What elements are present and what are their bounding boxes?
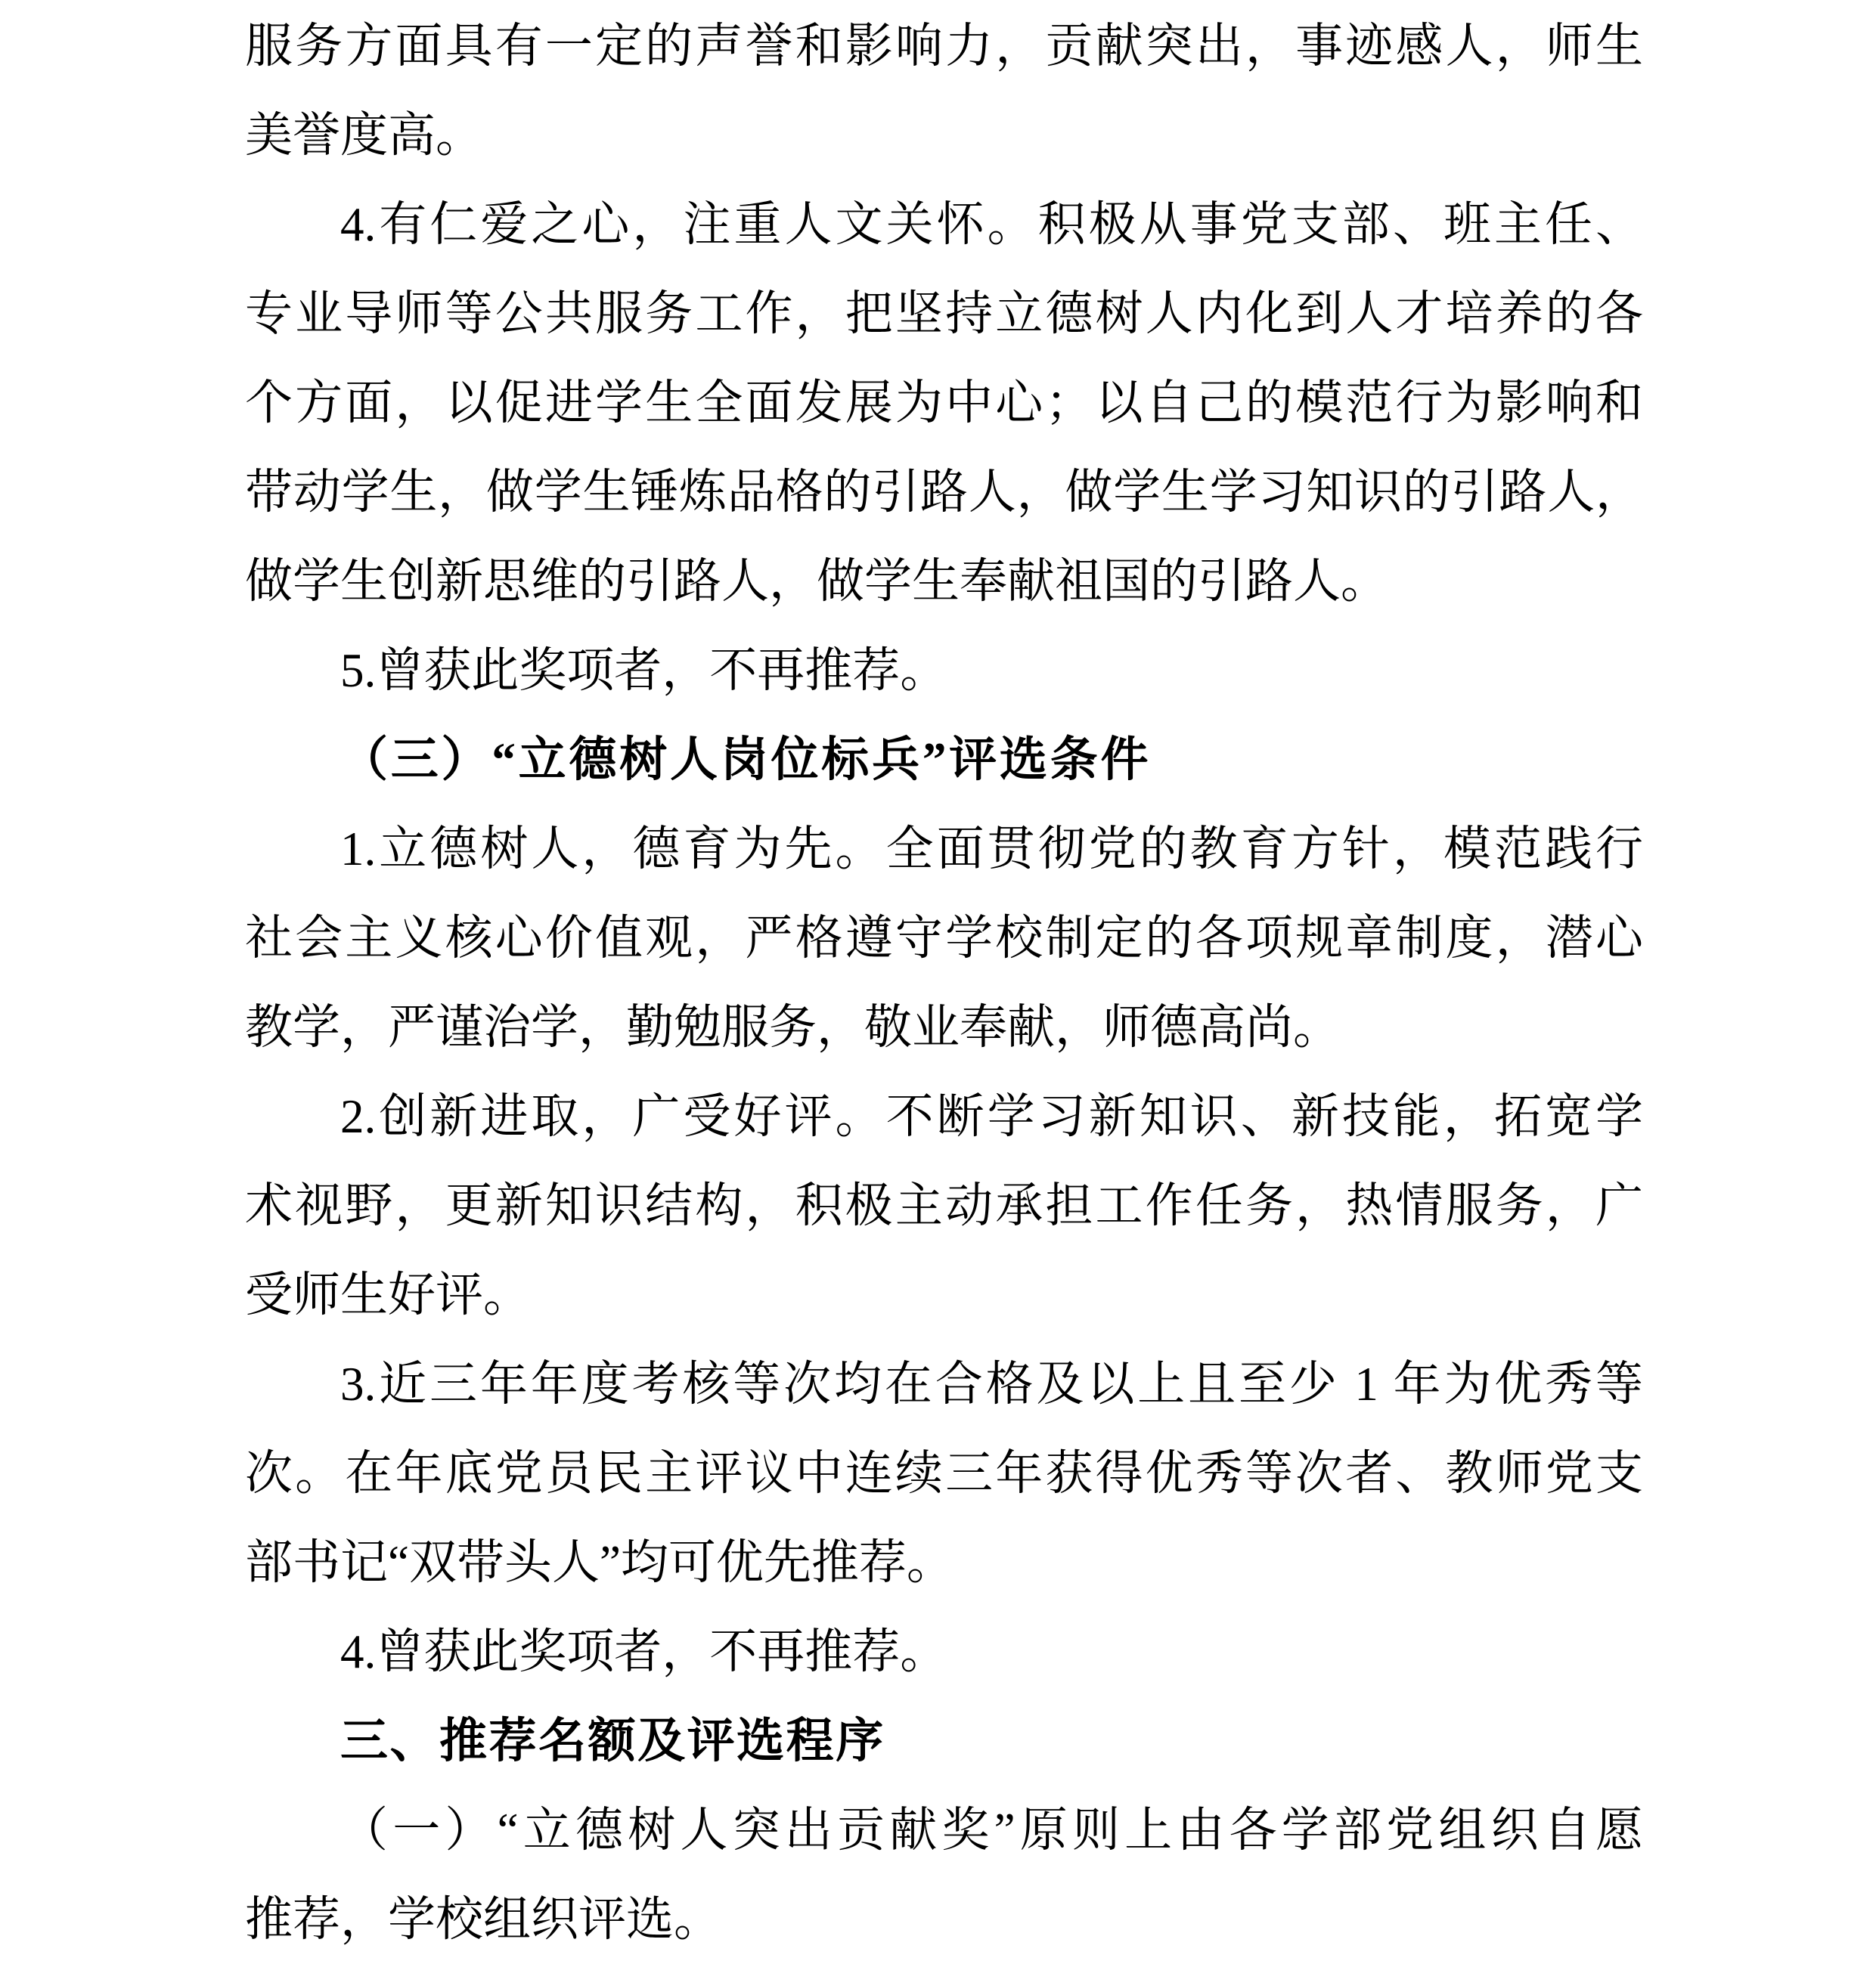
text-line-21: （一）“立德树人突出贡献奖”原则上由各学部党组织自愿 bbox=[340, 1804, 1643, 1857]
text-line-15: 受师生好评。 bbox=[245, 1269, 531, 1321]
text-line-6: 带动学生，做学生锤炼品格的引路人，做学生学习知识的引路人， bbox=[245, 466, 1643, 519]
text-line-14: 术视野，更新知识结构，积极主动承担工作任务，热情服务，广 bbox=[245, 1179, 1643, 1232]
text-line-4: 专业导师等公共服务工作，把坚持立德树人内化到人才培养的各 bbox=[245, 287, 1643, 340]
text-line-13: 2.创新进取，广受好评。不断学习新知识、新技能，拓宽学 bbox=[340, 1090, 1643, 1143]
text-line-12: 教学，严谨治学，勤勉服务，敬业奉献，师德高尚。 bbox=[245, 1001, 1341, 1054]
text-line-8: 5.曾获此奖项者，不再推荐。 bbox=[340, 644, 948, 697]
text-line-3: 4.有仁爱之心，注重人文关怀。积极从事党支部、班主任、 bbox=[340, 198, 1643, 251]
chapter-heading-3: 三、推荐名额及评选程序 bbox=[340, 1715, 885, 1767]
text-line-2: 美誉度高。 bbox=[245, 109, 483, 162]
text-line-16: 3.近三年年度考核等次均在合格及以上且至少 1 年为优秀等 bbox=[340, 1358, 1643, 1411]
text-line-18: 部书记“双带头人”均可优先推荐。 bbox=[245, 1536, 954, 1589]
text-line-7: 做学生创新思维的引路人，做学生奉献祖国的引路人。 bbox=[245, 555, 1388, 608]
text-line-17: 次。在年底党员民主评议中连续三年获得优秀等次者、教师党支 bbox=[245, 1447, 1643, 1500]
text-line-11: 社会主义核心价值观，严格遵守学校制定的各项规章制度，潜心 bbox=[245, 912, 1643, 965]
text-line-22: 推荐，学校组织评选。 bbox=[245, 1893, 721, 1946]
text-line-1: 服务方面具有一定的声誉和影响力，贡献突出，事迹感人，师生 bbox=[245, 20, 1643, 73]
text-line-5: 个方面，以促进学生全面发展为中心；以自己的模范行为影响和 bbox=[245, 376, 1643, 429]
text-line-10: 1.立德树人，德育为先。全面贯彻党的教育方针，模范践行 bbox=[340, 822, 1643, 875]
text-line-19: 4.曾获此奖项者，不再推荐。 bbox=[340, 1625, 948, 1678]
section-heading-3: （三）“立德树人岗位标兵”评选条件 bbox=[340, 733, 1152, 786]
